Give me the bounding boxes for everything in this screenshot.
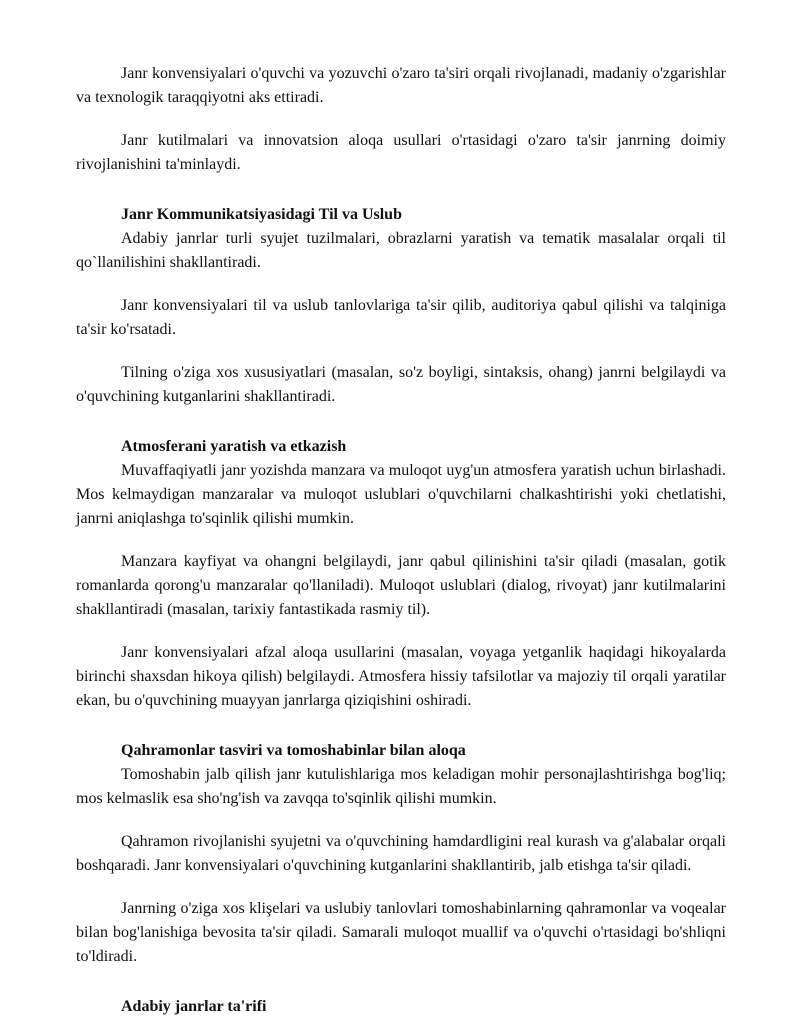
section-heading: Janr Kommunikatsiyasidagi Til va Uslub bbox=[121, 206, 402, 223]
paragraph: Tomoshabin jalb qilish janr kutulishlariga mos keladigan mohir personajlashtirishga bog'liq; mos kelmaslik esa sho'ng'ish va zavqqa to'sqinlik qilishi mumkin. bbox=[76, 766, 726, 807]
section-heading: Qahramonlar tasviri va tomoshabinlar bilan aloqa bbox=[121, 742, 466, 759]
paragraph: Qahramon rivojlanishi syujetni va o'quvchining hamdardligini real kurash va g'alabalar orqali boshqaradi. Janr konvensiyalari o'quvchining kutganlarini shakllantirib, jalb etishga ta'sir qiladi. bbox=[76, 833, 726, 874]
section-heading: Atmosferani yaratish va etkazish bbox=[121, 438, 347, 455]
paragraph: Janr konvensiyalari o'quvchi va yozuvchi o'zaro ta'siri orqali rivojlanadi, madaniy o'zgarishlar va texnologik taraqqiyotni aks ettiradi. bbox=[76, 65, 726, 106]
paragraph: Adabiy janrlar turli syujet tuzilmalari, obrazlarni yaratish va tematik masalalar orqali til qo`llanilishini shakllantiradi. bbox=[76, 230, 726, 271]
paragraph: Tilning o'ziga xos xususiyatlari (masalan, so'z boyligi, sintaksis, ohang) janrni belgilaydi va o'quvchining kutganlarini shakllantiradi. bbox=[76, 364, 726, 405]
paragraph: Janr konvensiyalari til va uslub tanlovlariga ta'sir qilib, auditoriya qabul qilishi va talqiniga ta'sir ko'rsatadi. bbox=[76, 297, 726, 338]
document-page bbox=[76, 62, 726, 1019]
paragraph: Janr kutilmalari va innovatsion aloqa usullari o'rtasidagi o'zaro ta'sir janrning doimiy rivojlanishini ta'minlaydi. bbox=[76, 132, 726, 173]
section-heading: Adabiy janrlar ta'rifi bbox=[121, 998, 267, 1015]
paragraph: Muvaffaqiyatli janr yozishda manzara va muloqot uyg'un atmosfera yaratish uchun birlashadi. Mos kelmaydigan manzaralar va muloqot uslublari o'quvchilarni chalkashtirishi yoki chetlatishi, janrni aniqlashga to'sqinlik qilishi mumkin. bbox=[76, 462, 726, 527]
paragraph: Janr konvensiyalari afzal aloqa usullarini (masalan, voyaga yetganlik haqidagi hikoyalarda birinchi shaxsdan hikoya qilish) belgilaydi. Atmosfera hissiy tafsilotlar va majoziy til orqali yaratilar ekan, bu o'quvchining muayyan janrlarga qiziqishini oshiradi. bbox=[76, 644, 726, 709]
paragraph: Manzara kayfiyat va ohangni belgilaydi, janr qabul qilinishini ta'sir qiladi (masalan, gotik romanlarda qorong'u manzaralar qo'llaniladi). Muloqot uslublari (dialog, rivoyat) janr kutilmalarini shakllantiradi (masalan, tarixiy fantastikada rasmiy til). bbox=[76, 553, 726, 618]
paragraph: Janrning o'ziga xos klişelari va uslubiy tanlovlari tomoshabinlarning qahramonlar va voqealar bilan bog'lanishiga bevosita ta'sir qiladi. Samarali muloqot muallif va o'quvchi o'rtasidagi bo'shliqni to'ldiradi. bbox=[76, 900, 726, 965]
